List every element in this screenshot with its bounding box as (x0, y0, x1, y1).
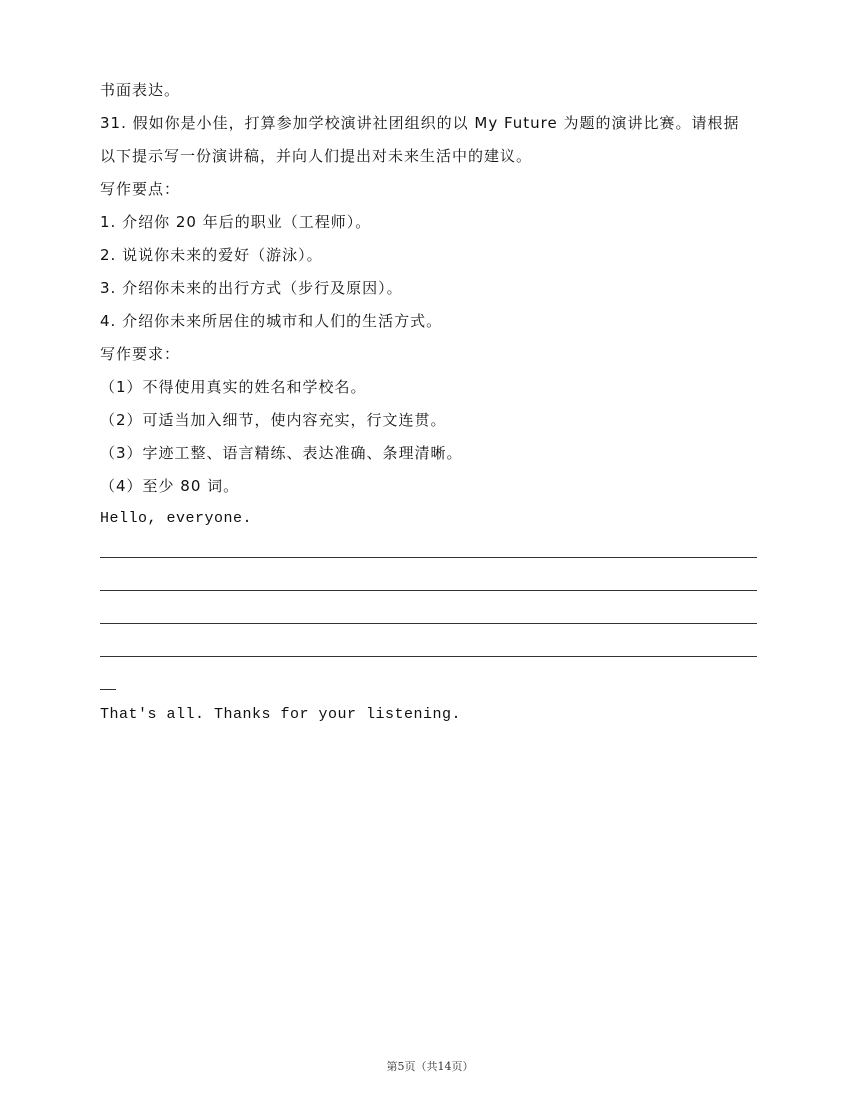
answer-line-2[interactable] (100, 590, 757, 591)
page-number-footer: 第5页（共14页） (386, 1060, 474, 1073)
writing-requirement-4: （4）至少 80 词。 (100, 477, 240, 495)
writing-requirement-2: （2）可适当加入细节，使内容充实，行文连贯。 (100, 411, 447, 429)
writing-requirements-heading: 写作要求： (100, 345, 181, 363)
writing-point-4: 4. 介绍你未来所居住的城市和人们的生活方式。 (100, 312, 443, 330)
answer-line-5[interactable] (100, 689, 116, 690)
question-text-line-2: 以下提示写一份演讲稿，并向人们提出对未来生活中的建议。 (100, 147, 533, 165)
answer-line-3[interactable] (100, 623, 757, 624)
writing-requirement-1: （1）不得使用真实的姓名和学校名。 (100, 378, 367, 396)
speech-opening: Hello, everyone. (100, 510, 253, 527)
writing-point-1: 1. 介绍你 20 年后的职业（工程师）。 (100, 213, 372, 231)
answer-line-4[interactable] (100, 656, 757, 657)
section-heading: 书面表达。 (100, 81, 181, 99)
speech-closing: That's all. Thanks for your listening. (100, 706, 462, 723)
writing-points-heading: 写作要点： (100, 180, 181, 198)
question-text-line-1: 31. 假如你是小佳，打算参加学校演讲社团组织的以 My Future 为题的演讲比赛。请根据 (100, 114, 740, 132)
writing-point-3: 3. 介绍你未来的出行方式（步行及原因）。 (100, 279, 403, 297)
writing-point-2: 2. 说说你未来的爱好（游泳）。 (100, 246, 323, 264)
answer-line-1[interactable] (100, 557, 757, 558)
writing-requirement-3: （3）字迹工整、语言精练、表达准确、条理清晰。 (100, 444, 463, 462)
